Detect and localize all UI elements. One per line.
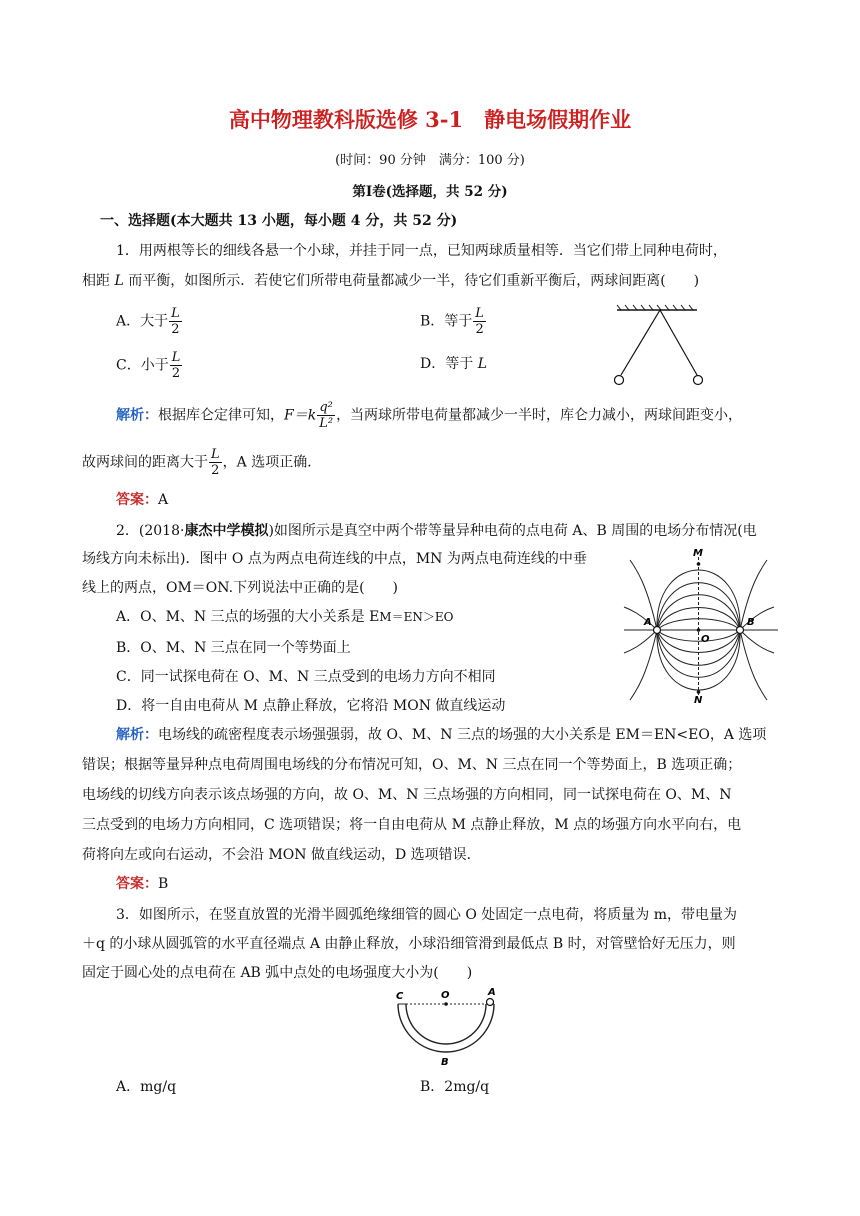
q1-option-d[interactable]: D．等于 L bbox=[420, 356, 487, 372]
q2-answer: 答案：B bbox=[116, 876, 169, 892]
page-title: 高中物理教科版选修 3-1 静电场假期作业 bbox=[228, 107, 632, 132]
q2-explanation-line1: 解析：电场线的疏密程度表示场强强弱，故 O、M、N 三点的场强的大小关系是 EM＝EN<EO，A 选项 bbox=[116, 727, 767, 743]
label-O: O bbox=[441, 990, 450, 1001]
q1-answer: 答案：A bbox=[116, 492, 169, 508]
label-C: C bbox=[396, 991, 404, 1002]
q2-explanation-line5: 荷将向左或向右运动，不会沿 MON 做直线运动，D 选项错误． bbox=[82, 847, 481, 863]
q2-option-b[interactable]: B．O、M、N 三点在同一个等势面上 bbox=[116, 640, 351, 656]
q3-line3: 固定于圆心处的点电荷在 AB 弧中点处的电场强度大小为( ) bbox=[82, 965, 473, 981]
q2-line3: 线上的两点，OM＝ON.下列说法中正确的是( ) bbox=[82, 580, 399, 596]
q2-line2: 场线方向未标出)．图中 O 点为两点电荷连线的中点，MN 为两点电荷连线的中垂 bbox=[82, 551, 587, 567]
q2-option-d[interactable]: D．将一自由电荷从 M 点静止释放，它将沿 MON 做直线运动 bbox=[116, 698, 506, 714]
q1-option-a[interactable]: A．大于 $\frac{L}{2}$ bbox=[116, 306, 180, 337]
label-B: B bbox=[747, 617, 755, 628]
q2-explanation-line2: 错误；根据等量异种点电荷周围电场线的分布情况可知，O、M、N 三点在同一个等势面上，B 选项正确； bbox=[82, 757, 742, 773]
q2-line1: 2．(2018·康杰中学模拟)如图所示是真空中两个带等量异种电荷的点电荷 A、B 周围的电场分布情况(电 bbox=[116, 523, 757, 539]
q1-option-b[interactable]: B．等于 $\frac{L}{2}$ bbox=[420, 306, 484, 337]
label-O: O bbox=[701, 634, 710, 645]
q1-explanation-line1: 解析：根据库仑定律可知，F＝k $\frac{\text{q²}}{\text{L²}}$ ，当两球所带电荷量都减少一半时，库仑力减小，两球间距变小， bbox=[116, 400, 743, 431]
q3-option-b[interactable]: B．2mg/q bbox=[420, 1079, 490, 1095]
q2-explanation-line3: 电场线的切线方向表示该点场强的方向，故 O、M、N 三点场强的方向相同，同一试探电荷在 O、M、N bbox=[82, 787, 732, 803]
q1-line2: 相距 L 而平衡，如图所示．若使它们所带电荷量都减少一半，待它们重新平衡后，两球间距离( ) bbox=[82, 273, 700, 289]
label-A: A bbox=[644, 617, 652, 628]
label-A: A bbox=[488, 987, 496, 998]
q1-option-c[interactable]: C．小于 $\frac{L}{2}$ bbox=[116, 350, 181, 381]
q2-option-c[interactable]: C．同一试探电荷在 O、M、N 三点受到的电场力方向不相同 bbox=[116, 669, 496, 685]
q1-explanation-line2: 故两球间的距离大于 $\frac{L}{2}$ ，A 选项正确． bbox=[82, 447, 322, 478]
q2-explanation-line4: 三点受到的电场力方向相同，C 选项错误；将一自由电荷从 M 点静止释放，M 点的场强方向水平向右，电 bbox=[82, 817, 742, 833]
volume-heading: 第Ⅰ卷(选择题，共 52 分) bbox=[352, 184, 508, 200]
label-M: M bbox=[693, 548, 703, 559]
q2-field-line-figure bbox=[622, 545, 787, 705]
q3-line1: 3．如图所示，在竖直放置的光滑半圆弧绝缘细管的圆心 O 处固定一点电荷，将质量为 m，带电量为 bbox=[116, 907, 738, 923]
q1-pendulum-figure bbox=[605, 302, 715, 392]
label-N: N bbox=[694, 695, 703, 705]
q3-line2: ＋q 的小球从圆弧管的水平直径端点 A 由静止释放，小球沿细管滑到最低点 B 时，对管壁恰好无压力，则 bbox=[82, 936, 736, 952]
q1-line1: 1．用两根等长的细线各悬一个小球，并挂于同一点，已知两球质量相等．当它们带上同种电荷时， bbox=[116, 243, 727, 259]
q3-option-a[interactable]: A．mg/q bbox=[116, 1079, 177, 1095]
time-info: (时间：90 分钟 满分：100 分) bbox=[335, 153, 525, 168]
q3-semicircle-tube-figure bbox=[386, 986, 506, 1068]
label-B: B bbox=[441, 1057, 449, 1068]
section-heading: 一、选择题(本大题共 13 小题，每小题 4 分，共 52 分) bbox=[100, 213, 458, 229]
q2-option-a[interactable]: A．O、M、N 三点的场强的大小关系是 EM＝EN＞EO bbox=[116, 609, 454, 625]
